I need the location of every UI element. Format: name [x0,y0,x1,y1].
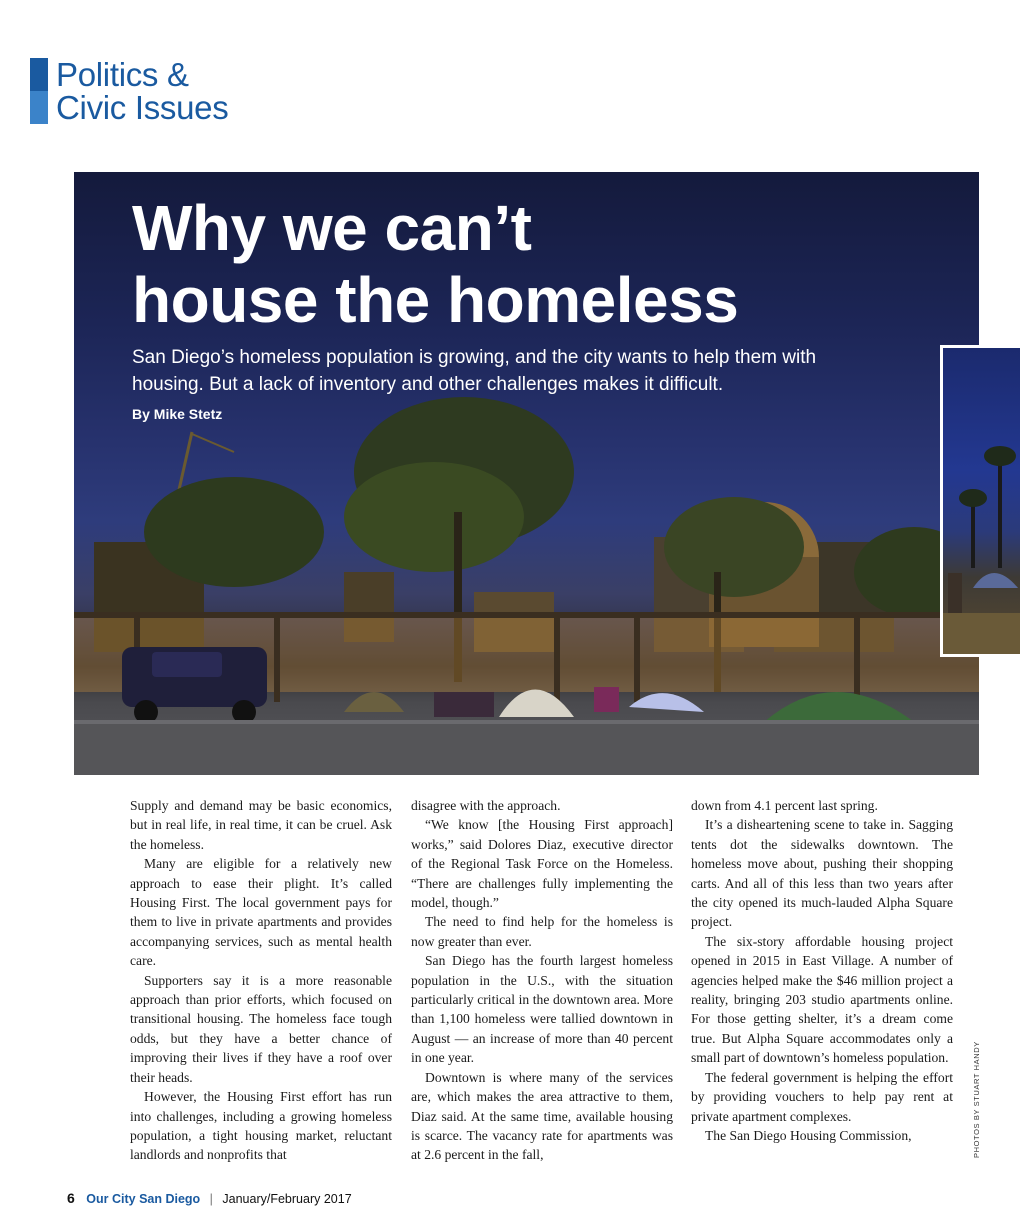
body-column-2 [411,796,673,1165]
section-bar-light [30,91,48,124]
body-column-3 [691,796,953,1145]
paragraph: disagree with the approach. [411,798,561,813]
paragraph: The federal government is helping the effort by providing vouchers to help pay rent at private apartment complexes. [691,1069,953,1124]
palm-tree-scene [943,348,1023,657]
headline [132,192,738,336]
paragraph: It’s a disheartening scene to take in. Sagging tents dot the sidewalks downtown. The homeless move about, pushing their shopping carts. And all of this less than two years after the city opened its much-lauded Alpha Square project. [691,817,953,930]
paragraph: Supply and demand may be basic economics, but in real life, in real time, it can be cruel. Ask the homeless. [130,798,392,852]
publication-name: Our City San Diego [86,1192,201,1206]
paragraph: The six-story affordable housing project opened in 2015 in East Village. A number of agencies helped make the $46 million project a reality, bringing 203 studio apartments online. For those getting shelter, it’s a dream come true. But Alpha Square accommodates only a small part of downtown’s homeless population. [691,933,953,1066]
hero-photo [74,172,979,775]
photo-credit: PHOTOS BY STUART HANDY [972,1041,981,1158]
footer-divider: | [209,1192,213,1206]
paragraph: Downtown is where many of the services are, which makes the area attractive to them, Diaz said. At the same time, available housing is scarce. The vacancy rate for apartments was at 2.6 percent in the fall, [411,1069,673,1163]
headline-line1: Why we can’t [132,192,532,264]
body-column-1 [130,796,392,1165]
inset-photo [940,345,1023,657]
headline-line2: house the homeless [132,264,739,336]
section-title-line2: Civic Issues [56,89,229,126]
paragraph: San Diego has the fourth largest homeless population in the U.S., with the situation particularly critical in the downtown area. More than 1,100 homeless were tallied downtown in August — an increase of more than 40 percent in one year. [411,953,673,1066]
paragraph: Supporters say it is a more reasonable approach than prior efforts, which focused on transitional housing. The homeless face tough odds, but they have a better chance of improving their lives if they have a roof over their heads. [130,972,392,1085]
paragraph: “We know [the Housing First approach] works,” said Dolores Diaz, executive director of the Regional Task Force on the Homeless. “There are challenges fully implementing the model, though.” [411,817,673,911]
page-footer [67,1190,352,1206]
byline: By Mike Stetz [132,406,223,422]
deck-subtitle: San Diego’s homeless population is growing, and the city wants to help them with housing. But a lack of inventory and other challenges makes it difficult. [132,347,817,395]
paragraph: However, the Housing First effort has run into challenges, including a growing homeless population, a tight housing market, reluctant landlords and nonprofits that [130,1089,392,1163]
issue-date: January/February 2017 [222,1192,352,1206]
page-number: 6 [67,1190,75,1206]
paragraph: down from 4.1 percent last spring. [691,798,878,813]
paragraph: The San Diego Housing Commission, [705,1127,912,1143]
paragraph: Many are eligible for a relatively new approach to ease their plight. It’s called Housing First. The local government pays for them to live in private apartments and provides accompanying services, such as mental health care. [130,856,392,969]
paragraph: The need to find help for the homeless is now greater than ever. [411,914,673,949]
section-title-line1: Politics & [56,56,189,93]
